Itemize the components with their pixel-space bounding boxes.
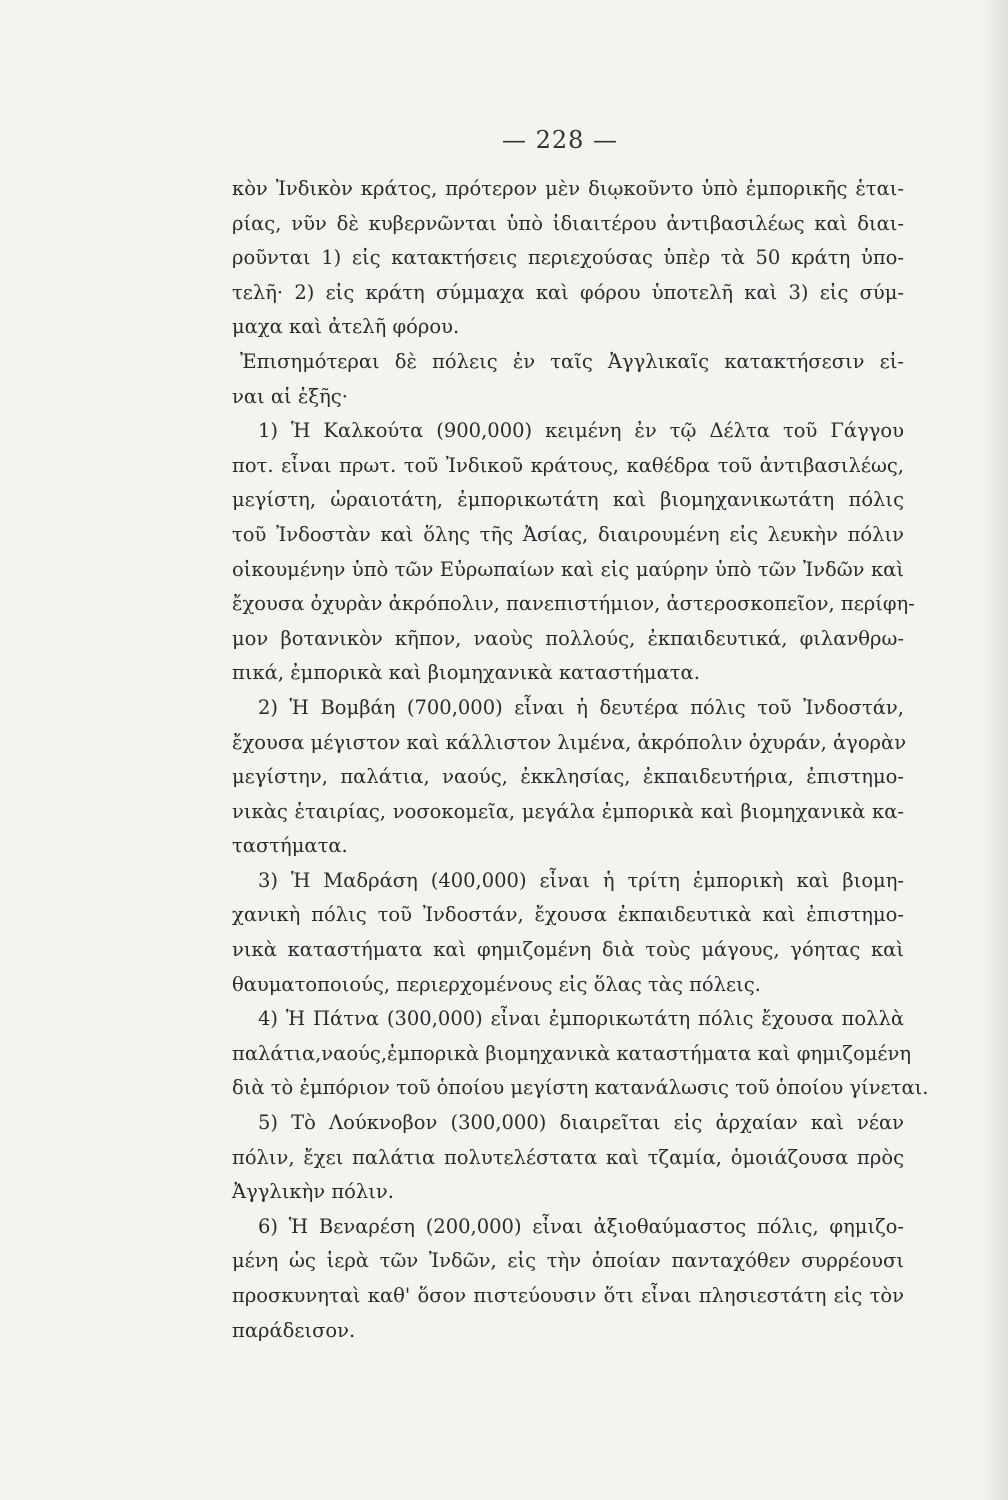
text-line: Ἀγγλικὴν πόλιν.	[232, 1180, 394, 1204]
text-line: μεγίστη, ὡραιοτάτη, ἐμπορικωτάτη καὶ βιομηχανικωτάτη πόλις	[232, 488, 904, 512]
text-line: τοῦ Ἰνδοστὰν καὶ ὅλης τῆς Ἀσίας, διαιρουμένη εἰς λευκὴν πόλιν	[232, 522, 904, 546]
text-line: τελῆ· 2) εἰς κράτη σύμμαχα καὶ φόρου ὑποτελῆ καὶ 3) εἰς σύμ-	[232, 280, 904, 304]
text-line: ρίας, νῦν δὲ κυβερνῶνται ὑπὸ ἰδιαιτέρου ἀντιβασιλέως καὶ διαι-	[232, 211, 904, 235]
text-line: μεγίστην, παλάτια, ναούς, ἐκκλησίας, ἐκπαιδευτήρια, ἐπιστημο-	[232, 765, 904, 789]
page-edge-shadow	[982, 0, 1008, 1500]
text-line: 2) Ἡ Βομβάη (700,000) εἶναι ἡ δευτέρα πόλις τοῦ Ἰνδοστάν,	[258, 695, 904, 719]
text-line: ναι αἱ ἑξῆς·	[232, 384, 348, 408]
text-line: ταστήματα.	[232, 834, 348, 858]
text-line: πόλιν, ἔχει παλάτια πολυτελέστατα καὶ τζαμία, ὁμοιάζουσα πρὸς	[232, 1145, 904, 1169]
text-line: 3) Ἡ Μαδράση (400,000) εἶναι ἡ τρίτη ἐμπορικὴ καὶ βιομη-	[258, 868, 904, 892]
text-line: ἔχουσα ὀχυρὰν ἀκρόπολιν, πανεπιστήμιον, ἀστεροσκοπεῖον, περίφη-	[232, 592, 915, 616]
text-line: μαχα καὶ ἀτελῆ φόρου.	[232, 315, 460, 339]
text-line: χανικὴ πόλις τοῦ Ἰνδοστάν, ἔχουσα ἐκπαιδευτικὰ καὶ ἐπιστημο-	[232, 903, 904, 927]
text-line: νικὰς ἑταιρίας, νοσοκομεῖα, μεγάλα ἐμπορικὰ καὶ βιομηχανικὰ κα-	[232, 799, 904, 823]
text-line: οἰκουμένην ὑπὸ τῶν Εὐρωπαίων καὶ εἰς μαύρην ὑπὸ τῶν Ἰνδῶν καὶ	[232, 557, 904, 581]
text-line: ποτ. εἶναι πρωτ. τοῦ Ἰνδικοῦ κράτους, καθέδρα τοῦ ἀντιβασιλέως,	[232, 453, 904, 477]
text-line: παράδεισον.	[232, 1318, 356, 1342]
text-line: μένη ὡς ἱερὰ τῶν Ἰνδῶν, εἰς τὴν ὁποίαν πανταχόθεν συρρέουσι	[232, 1249, 904, 1273]
text-line: πικά, ἐμπορικὰ καὶ βιομηχανικὰ καταστήματα.	[232, 661, 700, 685]
text-line: Ἐπισημότεραι δὲ πόλεις ἐν ταῖς Ἀγγλικαῖς κατακτήσεσιν εἰ-	[240, 349, 904, 373]
text-line: 4) Ἡ Πάτνα (300,000) εἶναι ἐμπορικωτάτη πόλις ἔχουσα πολλὰ	[258, 1007, 904, 1031]
text-line: 6) Ἡ Βεναρέση (200,000) εἶναι ἀξιοθαύμαστος πόλις, φημιζο-	[258, 1214, 904, 1238]
text-line: νικὰ καταστήματα καὶ φημιζομένη διὰ τοὺς μάγους, γόητας καὶ	[232, 938, 904, 962]
text-line: θαυματοποιούς, περιερχομένους εἰς ὅλας τὰς πόλεις.	[232, 972, 761, 996]
text-line: προσκυνηταὶ καθ' ὅσον πιστεύουσιν ὅτι εἶναι πλησιεστάτη εἰς τὸν	[232, 1284, 904, 1307]
text-line: διὰ τὸ ἐμπόριον τοῦ ὁποίου μεγίστη κατανάλωσις τοῦ ὁποίου γίνεται.	[232, 1076, 929, 1100]
text-line: παλάτια,ναούς,ἐμπορικὰ βιομηχανικὰ καταστήματα καὶ φημιζομένη	[232, 1041, 912, 1065]
text-line: μον βοτανικὸν κῆπον, ναοὺς πολλούς, ἐκπαιδευτικά, φιλανθρω-	[232, 626, 904, 650]
page-number: — 228 —	[501, 126, 619, 154]
text-line: 1) Ἡ Καλκούτα (900,000) κειμένη ἐν τῷ Δέλτα τοῦ Γάγγου	[258, 419, 904, 443]
text-line: 5) Τὸ Λούκνοβον (300,000) διαιρεῖται εἰς ἀρχαίαν καὶ νέαν	[258, 1111, 904, 1135]
text-line: κὸν Ἰνδικὸν κράτος, πρότερον μὲν διῳκοῦντο ὑπὸ ἐμπορικῆς ἑται-	[232, 177, 904, 200]
text-line: ροῦνται 1) εἰς κατακτήσεις περιεχούσας ὑπὲρ τὰ 50 κράτη ὑπο-	[232, 246, 904, 270]
body-text	[232, 172, 929, 1348]
text-line: ἔχουσα μέγιστον καὶ κάλλιστον λιμένα, ἀκρόπολιν ὀχυράν, ἀγορὰν	[232, 730, 907, 754]
